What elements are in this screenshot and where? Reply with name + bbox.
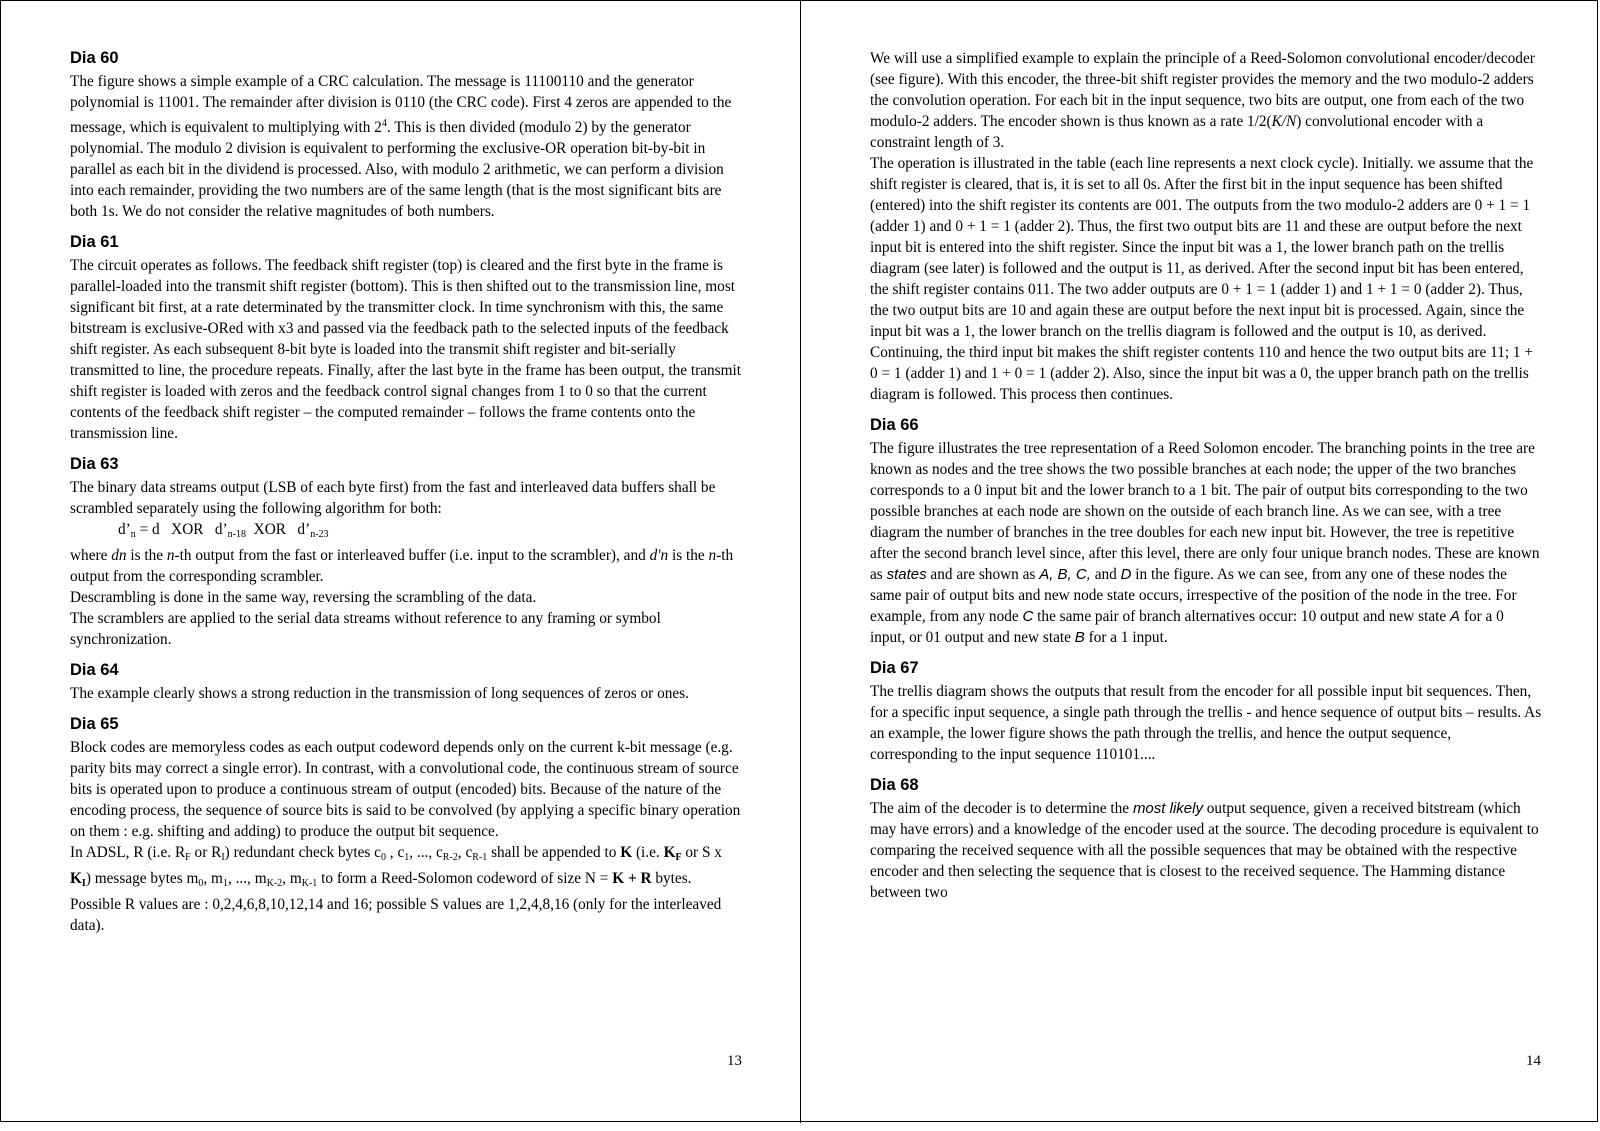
subscript: 0 (198, 878, 204, 889)
heading-dia-65: Dia 65 (70, 715, 119, 733)
text: and are shown as (926, 566, 1040, 583)
subscript: K-1 (301, 878, 318, 889)
text: The figure shows a simple example of a CRC calculation. The message is 11100110 and the generator polynomial is 11001. The remainder after division is 0110 (the CRC code). First 4 zeros are appended to the message, which is equivalent to multiplying with 2 (70, 73, 732, 136)
text: to form a Reed-Solomon codeword of size N = (317, 870, 613, 887)
text: n (166, 547, 175, 564)
text: K (70, 870, 82, 887)
text: K (620, 844, 633, 861)
subscript: I (81, 878, 86, 889)
text: , m (203, 870, 223, 887)
subscript: 0 (380, 852, 386, 863)
paragraph-dia-63-descrambling: Descrambling is done in the same way, reversing the scrambling of the data. (70, 589, 537, 606)
text: . This is then divided (modulo 2) by the generator polynomial. The modulo 2 division is equivalent to performing the exclusive-OR operation bit-by-bit in parallel as each bit in the dividend is processed. Also, with modulo 2 arithmetic, we can perform a division into each remainder, providing the two numbers are of the same length (that is the most significant bits are both 1s. We do not consider the relative magnitudes of both numbers. (70, 119, 724, 220)
text: d’ (118, 521, 131, 538)
text: , c (385, 844, 405, 861)
section-dia-67 (870, 658, 1542, 765)
text: bytes. Possible R values are : 0,2,4,6,8,10,12,14 and 16; possible S values are 1,2,4,8,16 (only for the interleaved data). (70, 870, 722, 934)
heading-dia-60: Dia 60 (70, 49, 119, 67)
paragraph-operation: The operation is illustrated in the table (each line represents a next clock cycle). Initially. we assume that the shift register is cleared, that is, it is set to all 0s. After the first bit in the input sequence has been shifted (entered) into the shift register its contents are 001. The outputs from the two modulo-2 adders are 0 + 1 = 1 (adder 1) and 0 + 1 = 1 (adder 2). Thus, the first two output bits are 11 and these are output before the next input bit is entered into the shift register. Since the input bit was a 1, the lower branch path on the trellis diagram (see later) is followed and the output is 11, as derived. After the second input bit has been entered, the shift register contains 011. The two adder outputs are 0 + 1 = 1 (adder 1) and 1 + 1 = 0 (adder 2). Thus, the two output bits are 10 and again these are output before the next input bit is processed. Again, since the input bit was a 1, the lower branch on the trellis diagram is followed and the output is 10, as derived. Continuing, the third input bit makes the shift register contents 110 and hence the two output bits are 11; 1 + 0 = 1 (adder 1) and 1 + 0 = 1 (adder 2). Also, since the input bit was a 0, the upper branch path on the trellis diagram is followed. This process then continues. (870, 155, 1534, 403)
heading-dia-66: Dia 66 (870, 416, 919, 434)
text: d'n (649, 547, 669, 564)
text: or R (190, 844, 222, 861)
text: XOR d’ (246, 521, 311, 538)
scrambler-formula (70, 519, 746, 545)
subscript: R-2 (442, 852, 458, 863)
heading-dia-61: Dia 61 (70, 233, 119, 251)
text: n (708, 547, 717, 564)
paragraph-intro (870, 48, 1542, 153)
text: ) redundant check bytes c (224, 844, 381, 861)
text: The aim of the decoder is to determine the (870, 800, 1133, 817)
right-page (801, 1, 1599, 1123)
subscript: R-1 (472, 852, 488, 863)
text: for a 0 input, or 01 output and new state (870, 608, 1504, 646)
subscript: K-2 (266, 878, 283, 889)
section-dia-63 (70, 454, 746, 650)
superscript: 4 (381, 118, 387, 129)
text: , c (457, 844, 473, 861)
text: states (886, 566, 927, 583)
subscript: 1 (404, 852, 410, 863)
paragraph-dia-63-where (70, 545, 746, 587)
paragraph-dia-66 (870, 438, 1542, 648)
section-dia-68 (870, 775, 1542, 903)
text: K/N (1271, 113, 1297, 130)
text: ) convolutional encoder with a constraint length of 3. (870, 113, 1484, 151)
text: A, B, C, (1039, 566, 1091, 583)
text: in the figure. As we can see, from any one of these nodes the same pair of output bits and new node state occurs, irrespective of the position of the node in the tree. For example, from any node (870, 566, 1517, 625)
heading-dia-64: Dia 64 (70, 661, 119, 679)
heading-dia-63: Dia 63 (70, 455, 119, 473)
page-number-left: 13 (727, 1053, 742, 1069)
text: K (663, 844, 676, 861)
subscript: F (185, 852, 191, 863)
left-page (1, 1, 800, 1123)
section-convolutional-intro (870, 48, 1542, 405)
section-dia-64 (70, 660, 746, 704)
text: ) message bytes m (85, 870, 199, 887)
text: (i.e. (632, 844, 664, 861)
subscript: n (130, 529, 136, 540)
text: The figure illustrates the tree representation of a Reed Solomon encoder. The branching points in the tree are known as nodes and the tree shows the two possible branches at each node; the upper of the two branches corresponds to a 0 input bit and the lower branch to a 1 bit. The pair of output bits corresponding to the two possible branches at each node are shown on the outside of each branch line. As we can see, with a tree diagram the number of branches in the tree doubles for each new input bit. However, the tree is repetitive after the second branch level since, after this level, there are only four unique branch nodes. These are known as (870, 440, 1540, 583)
subscript: I (221, 852, 225, 863)
text: = d XOR d’ (135, 521, 228, 538)
paragraph-dia-60 (70, 71, 746, 222)
section-dia-60 (70, 48, 746, 222)
text: most likely (1132, 800, 1203, 817)
text: where (70, 547, 112, 564)
text: K + R (612, 870, 652, 887)
text: C (1022, 608, 1034, 625)
text: We will use a simplified example to explain the principle of a Reed-Solomon convolutional encoder/decoder (see figure). With this encoder, the three-bit shift register provides the memory and the two modulo-2 adders the convolution operation. For each bit in the input sequence, two bits are output, one from each of the two modulo-2 adders. The encoder shown is thus known as a rate 1/2( (870, 50, 1535, 130)
text: -th output from the corresponding scrambler. (70, 547, 734, 585)
heading-dia-67: Dia 67 (870, 659, 919, 677)
text: output sequence, given a received bitstream (which may have errors) and a knowledge of the encoder used at the source. The decoding procedure is equivalent to comparing the received sequence with all the possible sequences that may be obtained with the respective encoder and then selecting the sequence that is closest to the received sequence. The Hamming distance between two (870, 800, 1539, 901)
text: A (1450, 608, 1461, 625)
section-dia-65 (70, 714, 746, 936)
page-number-right: 14 (1526, 1053, 1541, 1069)
subscript: F (675, 852, 682, 863)
paragraph-dia-67: The trellis diagram shows the outputs that result from the encoder for all possible input bit sequences. Then, for a specific input sequence, a single path through the trellis - and hence sequence of output bits – results. As an example, the lower figure shows the path through the trellis, and hence the output sequence, corresponding to the input sequence 110101.... (870, 683, 1542, 763)
subscript: n-23 (310, 529, 329, 540)
paragraph-dia-65-adsl (70, 842, 746, 936)
text: , ..., m (227, 870, 267, 887)
subscript: n-18 (227, 529, 247, 540)
text: In ADSL, R (i.e. R (70, 844, 186, 861)
paragraph-dia-61: The circuit operates as follows. The feedback shift register (top) is cleared and the first byte in the frame is parallel-loaded into the transmit shift register (bottom). This is then shifted out to the transmission line, most significant bit first, at a rate determinated by the transmitter clock. In time synchronism with this, the same bitstream is exclusive-ORed with x3 and passed via the feedback path to the selected inputs of the feedback shift register. As each subsequent 8-bit byte is loaded into the transmit shift register and bit-serially transmitted to line, the procedure repeats. Finally, after the last byte in the frame has been output, the transmit shift register is loaded with zeros and the feedback control signal changes from 1 to 0 so that the current contents of the feedback shift register – the computed remainder – follows the frame contents onto the transmission line. (70, 257, 742, 442)
text: for a 1 input. (1084, 629, 1168, 646)
text: D (1120, 566, 1132, 583)
text: , ..., c (409, 844, 443, 861)
text: is the (126, 547, 167, 564)
text: shall be appended to (487, 844, 621, 861)
section-dia-66 (870, 415, 1542, 648)
paragraph-dia-65-block-codes: Block codes are memoryless codes as each output codeword depends only on the current k-bit message (e.g. parity bits may correct a single error). In contrast, with a convolutional code, the continuous stream of source bits is operated upon to produce a continuous stream of output (encoded) bits. Because of the nature of the encoding process, the sequence of source bits is said to be convolved (by applying a specific binary operation on them : e.g. shifting and adding) to produce the output bit sequence. (70, 739, 741, 840)
text: or S x (681, 844, 722, 861)
text: -th output from the fast or interleaved buffer (i.e. input to the scrambler), and (174, 547, 650, 564)
text: the same pair of branch alternatives occur: 10 output and new state (1033, 608, 1451, 625)
heading-dia-68: Dia 68 (870, 776, 919, 794)
text: and (1090, 566, 1121, 583)
text: , m (282, 870, 302, 887)
section-dia-61 (70, 232, 746, 444)
paragraph-dia-68 (870, 798, 1542, 903)
text: is the (668, 547, 709, 564)
left-column (70, 48, 746, 946)
paragraph-dia-63-intro: The binary data streams output (LSB of each byte first) from the fast and interleaved data buffers shall be scrambled separately using the following algorithm for both: (70, 479, 716, 517)
paragraph-dia-64: The example clearly shows a strong reduction in the transmission of long sequences of zeros or ones. (70, 685, 689, 702)
right-column (870, 48, 1542, 913)
subscript: 1 (222, 878, 228, 889)
text: B (1074, 629, 1085, 646)
text: dn (111, 547, 127, 564)
paragraph-dia-63-scramblers: The scramblers are applied to the serial data streams without reference to any framing or symbol synchronization. (70, 610, 661, 648)
